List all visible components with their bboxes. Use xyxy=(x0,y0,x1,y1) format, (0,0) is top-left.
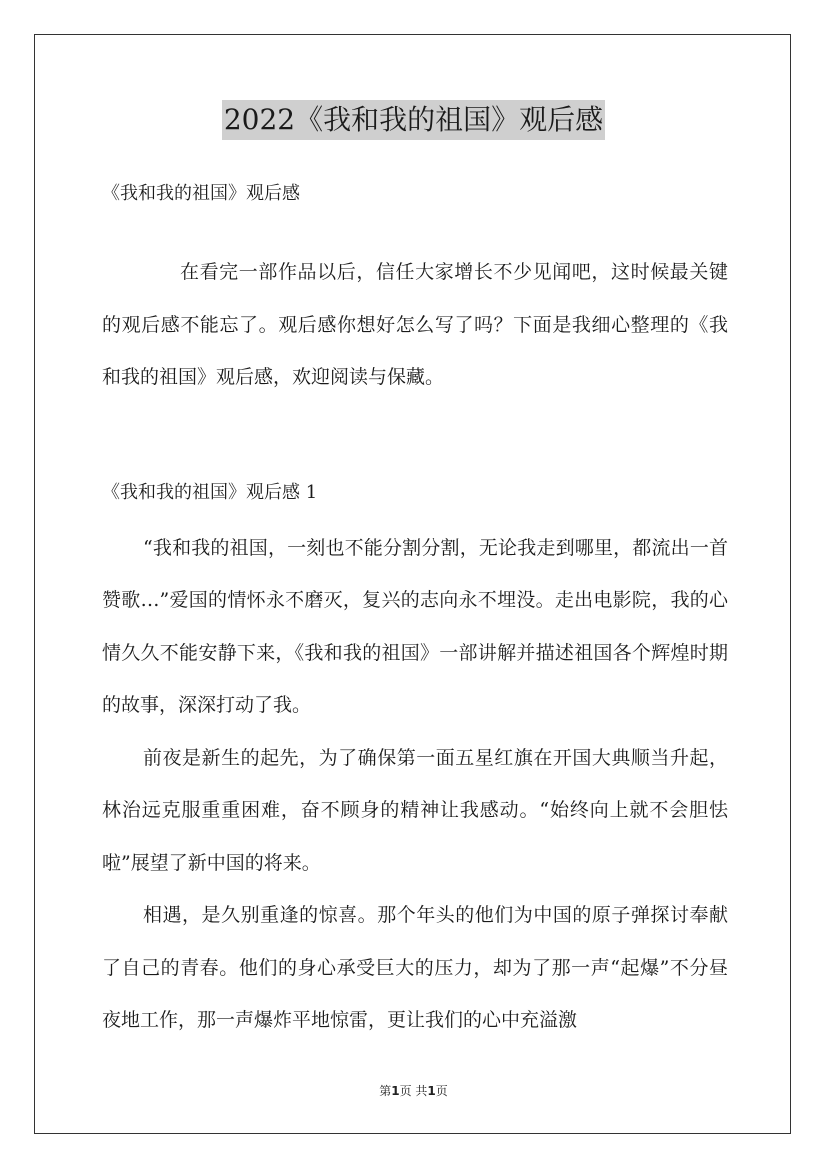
body-paragraph-2: 前夜是新生的起先，为了确保第一面五星红旗在开国大典顺当升起，林治远克服重重困难，奋不顾身的精神让我感动。“始终向上就不会胆怯啦”展望了新中国的将来。 xyxy=(102,746,728,874)
intro-paragraph: 在看完一部作品以后，信任大家增长不少见闻吧，这时候最关键的观后感不能忘了。观后感你想好怎么写了吗？下面是我细心整理的《我和我的祖国》观后感，欢迎阅读与保藏。 xyxy=(102,261,728,388)
body-paragraph-3: 相遇，是久别重逢的惊喜。那个年头的他们为中国的原子弹探讨奉献了自己的青春。他们的身心承受巨大的压力，却为了那一声“起爆”不分昼夜地工作，那一声爆炸平地惊雷，更让我们的心中充溢激 xyxy=(102,904,728,1031)
document-body xyxy=(102,176,728,1047)
section-heading: 《我和我的祖国》观后感 1 xyxy=(102,481,318,503)
title-container xyxy=(0,100,827,140)
body-paragraph-1: “我和我的祖国，一刻也不能分割分割，无论我走到哪里，都流出一首赞歌…”爱国的情怀永不磨灭，复兴的志向永不埋没。走出电影院，我的心情久久不能安静下来，《我和我的祖国》一部讲解并描述祖国各个辉煌时期的故事，深深打动了我。 xyxy=(102,536,728,716)
footer-prefix: 第 xyxy=(379,1084,392,1098)
footer-page-current: 1 xyxy=(391,1084,400,1098)
footer-page-total: 1 xyxy=(427,1084,436,1098)
page-footer xyxy=(0,1082,827,1100)
document-title: 2022《我和我的祖国》观后感 xyxy=(222,100,605,140)
footer-mid: 页 共 xyxy=(399,1084,428,1098)
intro-heading: 《我和我的祖国》观后感 xyxy=(102,183,300,204)
footer-suffix: 页 xyxy=(435,1084,448,1098)
section-spacer xyxy=(102,404,728,475)
